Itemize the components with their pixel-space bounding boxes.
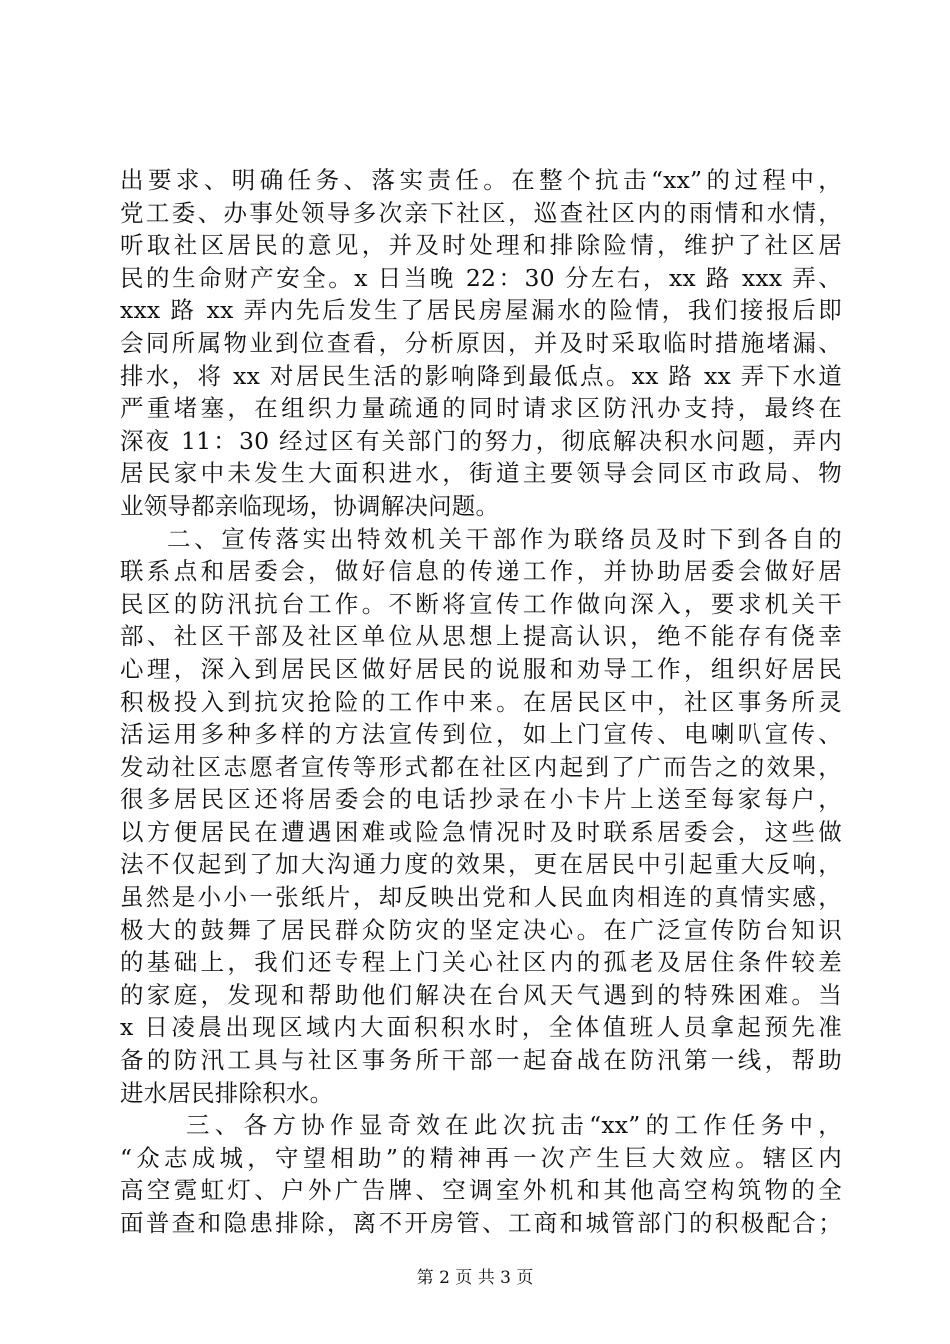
text-line: 心理，深入到居民区做好居民的说服和劝导工作，组织好居民 bbox=[120, 654, 842, 683]
text-line: 极大的鼓舞了居民群众防灾的坚定决心。在广泛宣传防台知识 bbox=[120, 915, 842, 944]
text-line: 高空霓虹灯、户外广告牌、空调室外机和其他高空构筑物的全 bbox=[120, 1176, 842, 1205]
document-body bbox=[120, 164, 842, 1240]
text-line: 民区的防汛抗台工作。不断将宣传工作做向深入，要求机关干 bbox=[120, 589, 842, 618]
text-line: 备的防汛工具与社区事务所干部一起奋战在防汛第一线，帮助 bbox=[120, 1046, 842, 1075]
text-line: 的基础上，我们还专程上门关心社区内的孤老及居住条件较差 bbox=[120, 948, 842, 977]
text-line: 进水居民排除积水。 bbox=[120, 1078, 334, 1107]
text-line: 排水，将 xx 对居民生活的影响降到最低点。xx 路 xx 弄下水道 bbox=[120, 361, 842, 390]
text-line: 严重堵塞，在组织力量疏通的同时请求区防汛办支持，最终在 bbox=[120, 394, 842, 423]
text-line: 会同所属物业到位查看，分析原因，并及时采取临时措施堵漏、 bbox=[120, 328, 842, 357]
page-footer bbox=[0, 1268, 950, 1288]
page-number: 第 2 页 共 3 页 bbox=[416, 1268, 534, 1288]
text-line: xxx 路 xx 弄内先后发生了居民房屋漏水的险情，我们接报后即 bbox=[120, 296, 842, 325]
text-line: 部、社区干部及社区单位从思想上提高认识，绝不能存有侥幸 bbox=[120, 622, 842, 651]
text-line: 发动社区志愿者宣传等形式都在社区内起到了广而告之的效果， bbox=[120, 752, 842, 781]
text-line: 业领导都亲临现场，协调解决问题。 bbox=[120, 491, 500, 520]
text-line: 面普查和隐患排除，离不开房管、工商和城管部门的积极配合； bbox=[120, 1209, 842, 1237]
section-heading-line: 三、各方协作显奇效在此次抗击“xx”的工作任务中， bbox=[186, 1111, 842, 1140]
text-line: 活运用多种多样的方法宣传到位，如上门宣传、电喇叭宣传、 bbox=[120, 720, 842, 749]
text-line: 虽然是小小一张纸片，却反映出党和人民血肉相连的真情实感， bbox=[120, 883, 842, 912]
text-line: x 日凌晨出现区域内大面积积水时，全体值班人员拿起预先准 bbox=[120, 1013, 842, 1042]
text-line: 听取社区居民的意见，并及时处理和排除险情，维护了社区居 bbox=[120, 231, 842, 260]
text-line: 民的生命财产安全。x 日当晚 22：30 分左右，xx 路 xxx 弄、 bbox=[120, 263, 843, 292]
text-line: 很多居民区还将居委会的电话抄录在小卡片上送至每家每户， bbox=[120, 785, 842, 814]
text-line: 居民家中未发生大面积进水，街道主要领导会同区市政局、物 bbox=[120, 459, 842, 488]
text-line: 深夜 11：30 经过区有关部门的努力，彻底解决积水问题，弄内 bbox=[120, 426, 842, 455]
text-line: 积极投入到抗灾抢险的工作中来。在居民区中，社区事务所灵 bbox=[120, 687, 842, 716]
text-line: 法不仅起到了加大沟通力度的效果，更在居民中引起重大反响， bbox=[120, 850, 842, 879]
text-line: 出要求、明确任务、落实责任。在整个抗击“xx”的过程中， bbox=[120, 166, 842, 194]
text-line: 党工委、办事处领导多次亲下社区，巡查社区内的雨情和水情， bbox=[120, 198, 842, 227]
section-heading-line: 二、宣传落实出特效机关干部作为联络员及时下到各自的 bbox=[167, 524, 842, 553]
text-line: 的家庭，发现和帮助他们解决在台风天气遇到的特殊困难。当 bbox=[120, 980, 842, 1009]
text-line: 联系点和居委会，做好信息的传递工作，并协助居委会做好居 bbox=[120, 557, 842, 586]
text-line: “众志成城，守望相助”的精神再一次产生巨大效应。辖区内 bbox=[120, 1143, 842, 1172]
text-line: 以方便居民在遭遇困难或险急情况时及时联系居委会，这些做 bbox=[120, 817, 842, 846]
